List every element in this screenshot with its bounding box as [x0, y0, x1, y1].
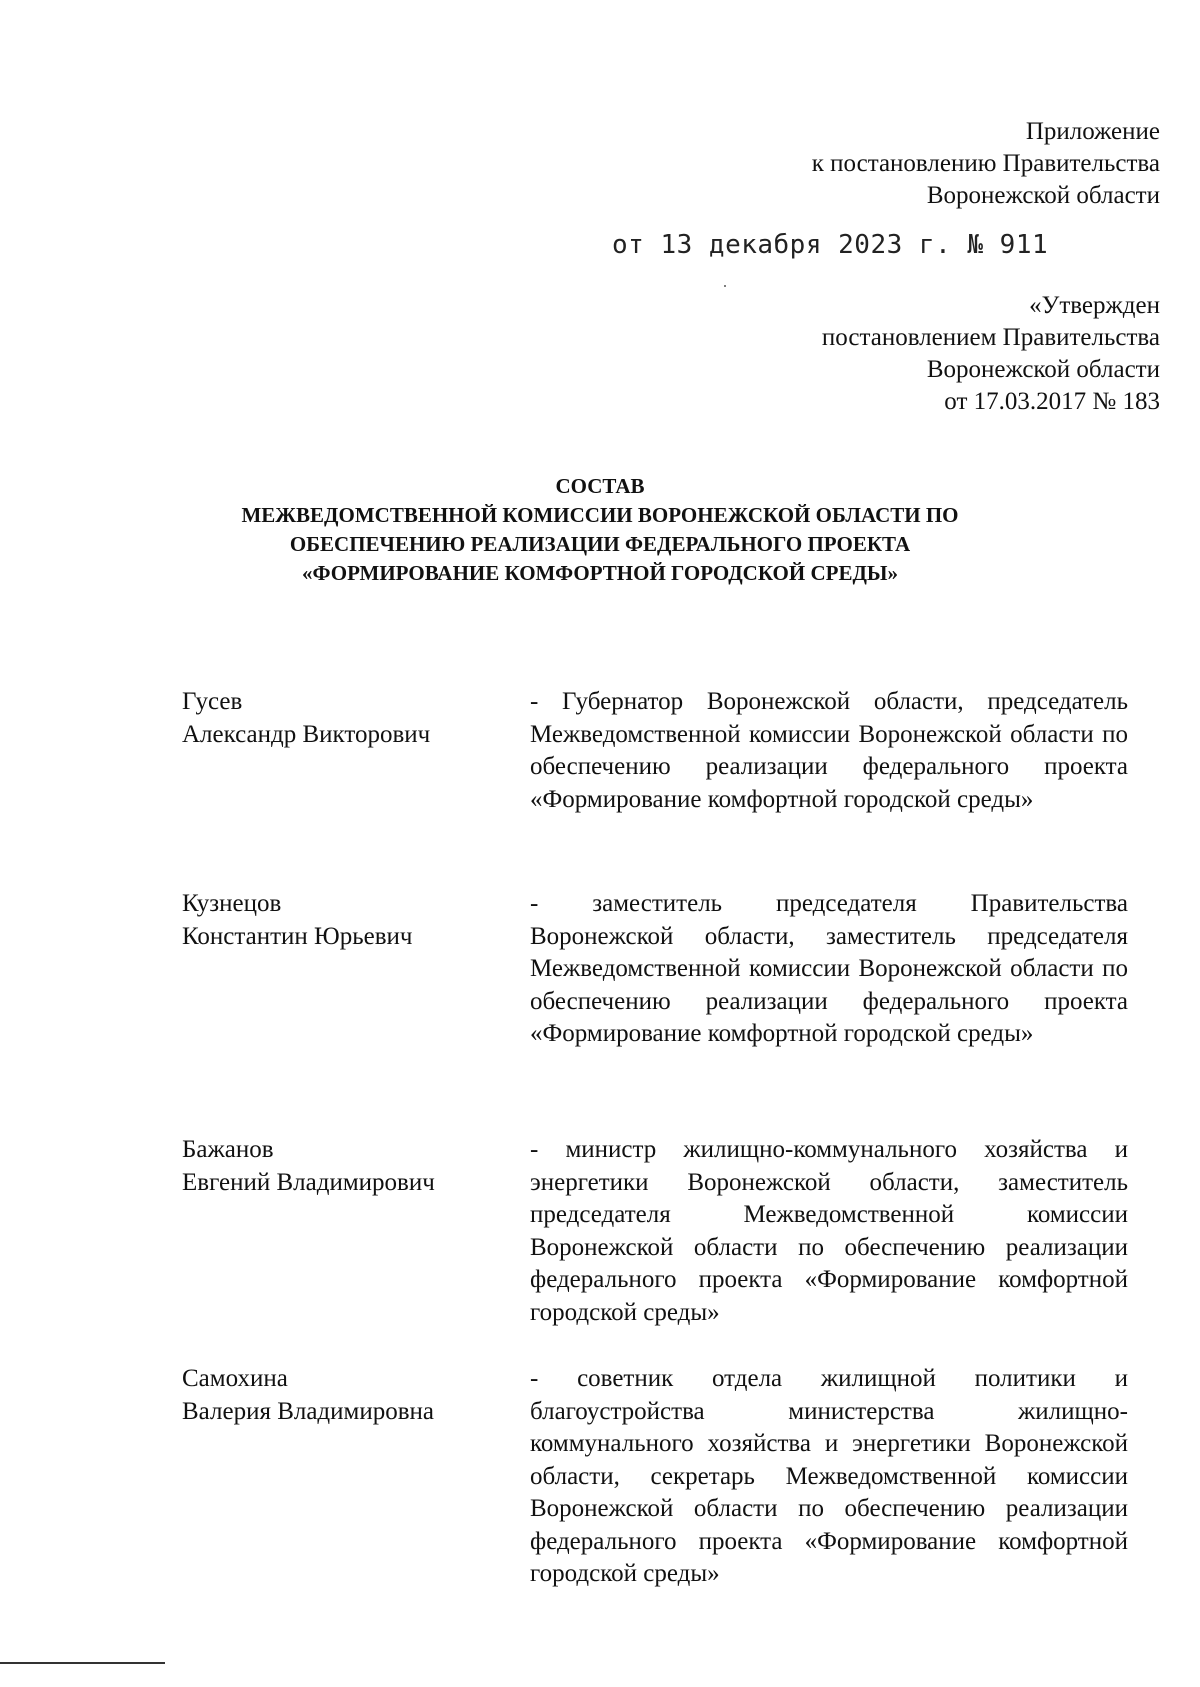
member-given-names: Константин Юрьевич [182, 922, 413, 950]
approved-line: «Утвержден [1029, 292, 1160, 319]
appendix-line: Приложение [1025, 118, 1160, 145]
member-role: - Губернатор Воронежской области, председатель Межведомственной комиссии Воронежской области по обеспечению реализации федерального проекта «Формирование комфортной городской среды» [530, 688, 1128, 813]
appendix-date: от 13 декабря 2023 г. № 911 [612, 230, 1049, 260]
appendix-line: к постановлению Правительства [811, 150, 1160, 177]
approved-line: от 17.03.2017 № 183 [944, 388, 1160, 415]
footnote-divider [0, 1662, 165, 1664]
member-name [182, 686, 502, 751]
appendix-line: Воронежской области [926, 182, 1160, 209]
title-line: МЕЖВЕДОМСТВЕННОЙ КОМИССИИ ВОРОНЕЖСКОЙ ОБЛАСТИ ПО [241, 503, 959, 527]
member-name [182, 888, 502, 953]
member-name [182, 1134, 502, 1199]
member-surname: Кузнецов [182, 890, 282, 917]
document-title [0, 472, 1200, 588]
member-role: - министр жилищно-коммунального хозяйства и энергетики Воронежской области, заместитель председателя Межведомственной комиссии Воронежской области по обеспечению реализации федерального проекта «Формирование комфортной городской среды» [530, 1136, 1128, 1326]
member-surname: Гусев [182, 688, 243, 715]
member-role: - заместитель председателя Правительства Воронежской области, заместитель председателя Межведомственной комиссии Воронежской области по обеспечению реализации федерального проекта «Формирование комфортной городской среды» [530, 890, 1128, 1047]
title-line: ОБЕСПЕЧЕНИЮ РЕАЛИЗАЦИИ ФЕДЕРАЛЬНОГО ПРОЕКТА [289, 532, 911, 556]
member-given-names: Александр Викторович [182, 720, 431, 748]
approved-line: постановлением Правительства [821, 324, 1160, 351]
title-line: «ФОРМИРОВАНИЕ КОМФОРТНОЙ ГОРОДСКОЙ СРЕДЫ» [301, 561, 899, 585]
appendix-block [812, 116, 1160, 212]
member-role: - советник отдела жилищной политики и благоустройства министерства жилищно-коммунального хозяйства и энергетики Воронежской области, секретарь Межведомственной комиссии Воронежской области по обеспечению реализации федерального проекта «Формирование комфортной городской среды» [530, 1365, 1128, 1587]
member-surname: Самохина [182, 1365, 288, 1392]
title-line: СОСТАВ [555, 474, 645, 498]
approved-line: Воронежской области [926, 356, 1160, 383]
member-surname: Бажанов [182, 1136, 274, 1163]
member-given-names: Евгений Владимирович [182, 1168, 435, 1196]
member-name [182, 1363, 502, 1428]
scan-speck [724, 285, 726, 287]
approved-block [822, 290, 1160, 418]
member-given-names: Валерия Владимировна [182, 1397, 435, 1425]
